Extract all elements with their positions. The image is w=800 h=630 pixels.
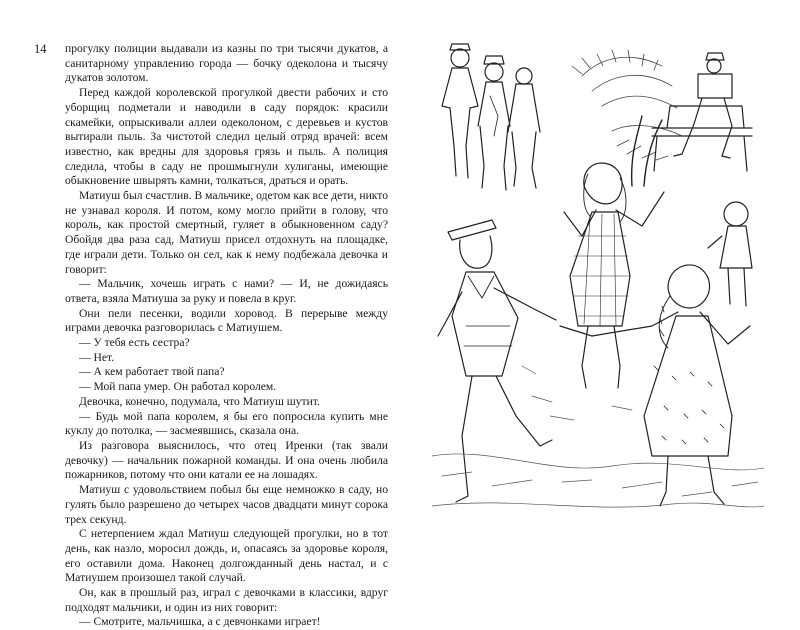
paragraph: Перед каждой королевской прогулкой двести рабочих и сто уборщиц подметали и наводили в саду порядок: красили скамейки, опрыскивали аллеи одеколоном, с деревьев и кустов вытирали пыль. За чистотой следил целый отряд врачей: всем известно, как вредны для здоровья грязь и пыль. А полиция следила, чтобы в саду не прошмыгнули хулиганы, имеющие обыкновение швырять камни, толкаться, драться и орать. xyxy=(65,86,388,188)
paragraph: — Мальчик, хочешь играть с нами? — И, не дожидаясь ответа, взяла Матиуша за руку и повела в круг. xyxy=(65,277,388,305)
paragraph: С нетерпением ждал Матиуш следующей прогулки, но в тот день, как назло, моросил дождь, и, опасаясь за здоровье короля, его оставили дома. Наконец долгожданный день настал, и с Матиушем произошел такой случай. xyxy=(65,527,388,585)
boy-middle xyxy=(478,56,510,190)
girl-with-braid xyxy=(560,265,750,506)
text-column xyxy=(65,42,388,630)
page-number: 14 xyxy=(34,42,47,56)
tree-trunk xyxy=(632,116,662,186)
tree-foliage xyxy=(572,50,682,160)
paragraph: Он, как в прошлый раз, играл с девочками в классики, вдруг подходят мальчики, и один из них говорит: xyxy=(65,586,388,614)
paragraph: Девочка, конечно, подумала, что Матиуш шутит. xyxy=(79,394,320,408)
paragraph: — Будь мой папа королем, я бы его попросила купить мне куклу до потолка, — засмеявшись, сказала она. xyxy=(65,409,388,438)
paragraph: — Нет. xyxy=(79,350,115,364)
paragraph: Матиуш был счастлив. В мальчике, одетом как все дети, никто не узнавал короля. И потом, кому могло прийти в голову, что король, как простой смертный, гуляет в обыкновенном саду? Обойдя два раза сад, Матиуш присел отдохнуть на площадке, где играли дети. Только он сел, как к нему подбежала девочка и говорит: xyxy=(65,189,388,276)
small-child-right xyxy=(708,202,752,306)
illustration xyxy=(432,36,764,518)
paragraph: — У тебя есть сестра? xyxy=(79,336,190,350)
children-dancing-drawing xyxy=(432,36,764,518)
paragraph: прогулку полиции выдавали из казны по три тысячи дукатов, а санитарному управлению города — бочку одеколона и тысячу дукатов золотом. xyxy=(65,42,388,85)
girl-plaid-dress xyxy=(564,163,664,388)
paragraph: — Смотрите, мальчишка, а с девчонками играет! xyxy=(79,615,321,629)
ground-hatching xyxy=(432,366,764,507)
paragraph: Они пели песенки, водили хоровод. В перерыве между играми девочка разговорилась с Матиушем. xyxy=(65,306,388,335)
paragraph: Из разговора выяснилось, что отец Иренки (так звали девочку) — начальник пожарной команды. И она очень любила пожарников, потому что они катали ее на лошадях. xyxy=(65,438,388,482)
boy-left xyxy=(442,44,478,178)
boy-right xyxy=(508,68,540,188)
paragraph: — А кем работает твой папа? xyxy=(79,365,225,379)
bench-with-man xyxy=(652,53,752,171)
paragraph: Матиуш с удовольствием побыл бы еще немножко в саду, но гулять было разрешено до четырех часов двадцати минут сорока трех секунд. xyxy=(65,483,388,526)
paragraph: — Мой папа умер. Он работал королем. xyxy=(79,380,277,394)
boy-sailor-suit xyxy=(438,220,556,502)
